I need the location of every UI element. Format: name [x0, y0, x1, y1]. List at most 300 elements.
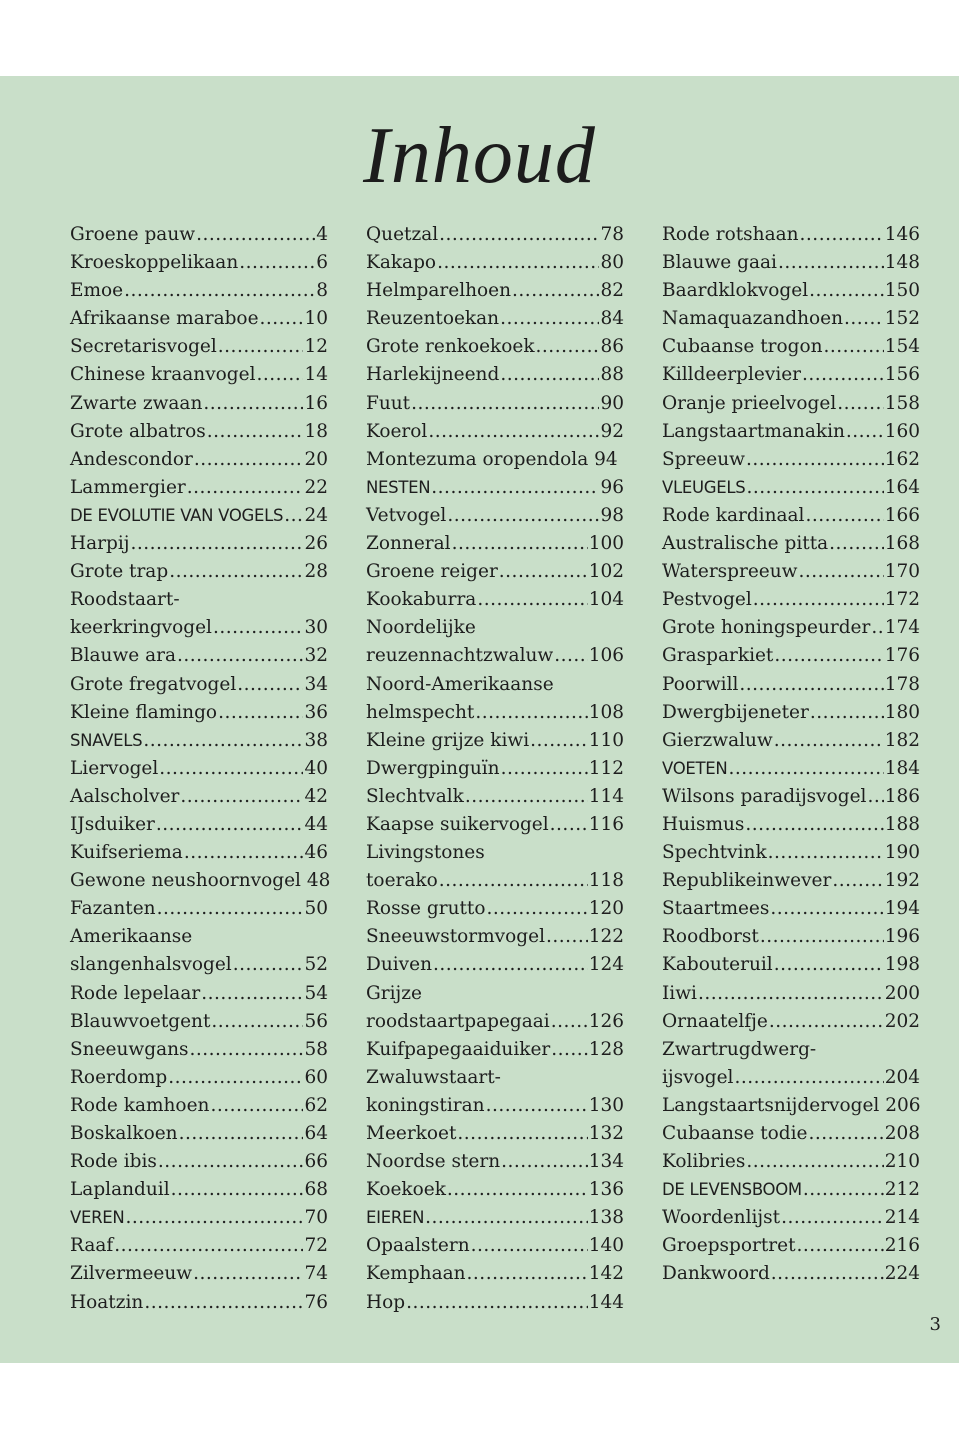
toc-entry	[662, 333, 920, 361]
toc-entry	[366, 699, 624, 727]
dot-leader	[168, 1064, 303, 1092]
dot-leader	[746, 446, 884, 474]
dot-leader	[218, 333, 304, 361]
toc-entry	[366, 1260, 624, 1288]
toc-entry-page: 38	[304, 729, 328, 751]
dot-leader	[475, 699, 587, 727]
dot-leader	[774, 727, 884, 755]
dot-leader	[500, 305, 599, 333]
toc-entry	[366, 277, 624, 305]
dot-leader	[867, 783, 883, 811]
dot-leader	[406, 1289, 588, 1317]
toc-entry-title: Rode kardinaal	[662, 504, 805, 526]
toc-entry	[662, 418, 920, 446]
toc-entry-page: 216	[884, 1235, 920, 1257]
dot-leader	[536, 333, 600, 361]
toc-entry-page: 102	[588, 561, 624, 583]
dot-leader	[193, 1260, 303, 1288]
toc-entry	[366, 1232, 624, 1260]
toc-entry	[662, 895, 920, 923]
dot-leader	[201, 980, 303, 1008]
toc-entry-page: 32	[304, 645, 328, 667]
toc-entry-page: 168	[884, 533, 920, 555]
toc-entry	[70, 755, 328, 783]
toc-entry-title: Groepsportret	[662, 1235, 796, 1257]
toc-entry	[70, 642, 328, 670]
dot-leader	[211, 1008, 303, 1036]
toc-entry-page: 22	[304, 476, 328, 498]
toc-entry	[662, 1008, 920, 1036]
toc-entry-page: 144	[588, 1291, 624, 1313]
toc-entry	[366, 923, 624, 951]
toc-entry-title: Republikeinwever	[662, 870, 832, 892]
toc-entry	[662, 1036, 920, 1064]
toc-entry	[70, 980, 328, 1008]
toc-entry-title: VEREN	[70, 1208, 125, 1228]
toc-entry-page: 198	[884, 954, 920, 976]
toc-entry-title: Kaapse suikervogel	[366, 813, 549, 835]
dot-leader	[753, 586, 884, 614]
toc-entry-page: 54	[304, 982, 328, 1004]
toc-entry-page: 162	[884, 448, 920, 470]
toc-entry-page: 156	[884, 364, 920, 386]
dot-leader	[486, 1092, 588, 1120]
toc-entry-page: 126	[588, 1010, 624, 1032]
toc-entry-page: 66	[304, 1151, 328, 1173]
toc-entry	[366, 558, 624, 586]
dot-leader	[156, 811, 304, 839]
toc-entry	[70, 221, 328, 249]
toc-entry-page: 44	[304, 813, 328, 835]
toc-entry-title: Rode kamhoen	[70, 1094, 210, 1116]
toc-entry-page: 164	[884, 476, 920, 498]
toc-entry	[70, 474, 328, 502]
dot-leader	[499, 558, 588, 586]
toc-entry	[662, 249, 920, 277]
page-number: 3	[929, 1314, 941, 1335]
toc-entry-title: Zonneral	[366, 533, 451, 555]
page-title: Inhoud	[363, 112, 596, 200]
dot-leader	[769, 1008, 884, 1036]
toc-entry-page: 208	[884, 1123, 920, 1144]
toc-entry	[70, 1064, 328, 1092]
toc-entry	[70, 586, 328, 614]
dot-leader	[781, 1204, 884, 1232]
toc-entry	[70, 390, 328, 418]
toc-entry-page: 28	[304, 561, 328, 583]
toc-entry-title: Blauwe gaai	[662, 252, 777, 274]
toc-entry-title: Spechtvink	[662, 842, 767, 864]
dot-leader	[501, 1148, 588, 1176]
toc-entry-title: Zilvermeeuw	[70, 1263, 193, 1285]
toc-entry-title: Opaalstern	[366, 1235, 470, 1257]
toc-entry-title: Reuzentoekan	[366, 308, 500, 330]
toc-entry	[70, 923, 328, 951]
toc-entry	[662, 614, 920, 642]
toc-entry	[662, 221, 920, 249]
toc-entry-title: Grote honingspeurder	[662, 617, 871, 639]
toc-entry	[662, 867, 920, 895]
dot-leader	[157, 895, 304, 923]
toc-entry-title: Afrikaanse maraboe	[70, 308, 259, 330]
toc-entry-title: Koekoek	[366, 1179, 446, 1201]
toc-entry	[70, 530, 328, 558]
toc-entry	[70, 446, 328, 474]
toc-entry-title: IJsduiker	[70, 813, 155, 835]
toc-entry-page: 206	[885, 1094, 921, 1116]
toc-entry-title: Groene pauw	[70, 224, 196, 245]
dot-leader	[171, 1176, 304, 1204]
toc-entry	[70, 951, 328, 979]
dot-leader	[237, 671, 303, 699]
toc-entry-title: Staartmees	[662, 898, 770, 920]
toc-entry	[366, 1204, 624, 1232]
toc-entry-title: Chinese kraanvogel	[70, 364, 256, 386]
toc-entry	[366, 1120, 624, 1148]
toc-entry-page: 74	[304, 1263, 328, 1285]
toc-entry-title: Zwaluwstaart-	[366, 1066, 501, 1088]
toc-entry	[366, 474, 624, 502]
toc-entry-title: Kleine grijze kiwi	[366, 729, 530, 751]
toc-entry-title: Kuifpapegaaiduiker	[366, 1038, 551, 1060]
toc-entry-page: 176	[884, 645, 920, 667]
toc-entry	[366, 755, 624, 783]
toc-entry-page: 80	[600, 252, 624, 274]
toc-entry-title: Kroeskoppelikaan	[70, 252, 239, 274]
toc-entry	[662, 1176, 920, 1204]
toc-entry-page: 190	[884, 842, 920, 864]
dot-leader	[194, 446, 304, 474]
toc-entry-page: 26	[304, 533, 328, 555]
toc-entry-page: 16	[304, 392, 328, 414]
dot-leader	[180, 783, 303, 811]
dot-leader	[802, 361, 884, 389]
dot-leader	[739, 671, 883, 699]
dot-leader	[425, 1204, 588, 1232]
toc-entry-page: 178	[884, 673, 920, 695]
dot-leader	[411, 390, 599, 418]
toc-entry-title: Andescondor	[70, 448, 193, 470]
toc-entry-page: 172	[884, 589, 920, 611]
toc-entry	[366, 586, 624, 614]
toc-entry-page: 188	[884, 813, 920, 835]
toc-entry-page: 132	[588, 1123, 624, 1144]
toc-entry-page: 72	[304, 1235, 328, 1257]
toc-entry-page: 6	[316, 252, 328, 274]
dot-leader	[218, 699, 303, 727]
toc-entry-title: Amerikaanse	[70, 926, 193, 948]
toc-entry-title: Woordenlijst	[662, 1207, 781, 1229]
toc-entry	[366, 895, 624, 923]
dot-leader	[530, 727, 588, 755]
toc-entry	[366, 530, 624, 558]
dot-leader	[554, 642, 587, 670]
toc-entry-page: 138	[588, 1207, 624, 1229]
toc-entry	[366, 502, 624, 530]
dot-leader	[770, 895, 883, 923]
toc-entry-title: Blauwe ara	[70, 645, 177, 667]
toc-entry-page: 36	[304, 701, 328, 723]
toc-entry-title: Kleine flamingo	[70, 701, 218, 723]
toc-entry-title: Dwergpinguïn	[366, 757, 500, 779]
dot-leader	[187, 474, 304, 502]
toc-entry-page: 116	[588, 813, 624, 835]
toc-entry-page: 60	[304, 1066, 328, 1088]
dot-leader	[431, 474, 599, 502]
dot-leader	[768, 839, 884, 867]
dot-leader	[260, 305, 304, 333]
toc-entry-title: Meerkoet	[366, 1123, 457, 1144]
toc-entry-title: Hop	[366, 1291, 406, 1313]
dot-leader	[846, 418, 884, 446]
toc-entry	[662, 980, 920, 1008]
dot-leader	[760, 923, 884, 951]
toc-entry	[366, 390, 624, 418]
toc-entry	[366, 642, 624, 670]
toc-entry	[70, 839, 328, 867]
toc-entry	[70, 614, 328, 642]
toc-entry-title: Australische pitta	[662, 533, 829, 555]
toc-entry-title: Dwergbijeneter	[662, 701, 809, 723]
toc-entry-page: 210	[884, 1151, 920, 1173]
toc-entry-page: 78	[600, 224, 624, 245]
toc-entry-page: 166	[884, 504, 920, 526]
toc-entry-title: Grasparkiet	[662, 645, 774, 667]
toc-entry-page: 158	[884, 392, 920, 414]
toc-entry	[70, 811, 328, 839]
dot-leader	[774, 642, 883, 670]
dot-leader	[437, 249, 599, 277]
toc-entry-title: Fuut	[366, 392, 411, 414]
toc-entry-title: Hoatzin	[70, 1291, 144, 1313]
toc-entry-title: Kookaburra	[366, 589, 477, 611]
toc-entry	[366, 811, 624, 839]
toc-entry	[366, 418, 624, 446]
dot-leader	[824, 333, 884, 361]
toc-entry-title: Blauwvoetgent	[70, 1010, 211, 1032]
toc-entry	[662, 783, 920, 811]
toc-entry	[70, 1260, 328, 1288]
toc-entry-title: ijsvogel	[662, 1066, 734, 1088]
toc-entry	[70, 699, 328, 727]
toc-entry-page: 136	[588, 1179, 624, 1201]
dot-leader	[871, 614, 883, 642]
toc-entry-title: DE EVOLUTIE VAN VOGELS	[70, 505, 284, 525]
toc-entry-page: 46	[304, 842, 328, 864]
toc-entry-title: reuzennachtzwaluw	[366, 645, 554, 667]
dot-leader	[447, 502, 599, 530]
toc-entry	[70, 502, 328, 530]
toc-entry-page: 68	[304, 1179, 328, 1201]
toc-entry-page: 90	[600, 392, 624, 414]
toc-entry-title: Iiwi	[662, 982, 697, 1004]
toc-entry	[70, 305, 328, 333]
dot-leader	[428, 418, 599, 446]
toc-entry-title: Roodborst	[662, 926, 759, 948]
dot-leader	[143, 727, 303, 755]
dot-leader	[184, 839, 304, 867]
dot-leader	[774, 951, 884, 979]
toc-entry-page: 20	[304, 448, 328, 470]
toc-entry-title: Roodstaart-	[70, 589, 180, 611]
dot-leader	[734, 1064, 883, 1092]
toc-entry-page: 98	[600, 504, 624, 526]
toc-entry-title: Cubaanse todie	[662, 1123, 808, 1144]
toc-entry	[366, 727, 624, 755]
dot-leader	[844, 305, 884, 333]
toc-entry-title: Noordelijke	[366, 617, 476, 639]
toc-entry-page: 146	[884, 224, 920, 245]
dot-leader	[803, 1176, 884, 1204]
toc-entry-title: Killdeerplevier	[662, 364, 802, 386]
dot-leader	[746, 1148, 883, 1176]
toc-entry	[366, 1008, 624, 1036]
toc-entry-title: Secretarisvogel	[70, 336, 217, 358]
dot-leader	[832, 867, 883, 895]
toc-entry-title: SNAVELS	[70, 730, 143, 750]
toc-entry-page: 170	[884, 561, 920, 583]
dot-leader	[439, 221, 599, 249]
dot-leader	[124, 277, 315, 305]
toc-entry	[662, 727, 920, 755]
toc-entry	[662, 755, 920, 783]
toc-entry-page: 212	[884, 1179, 920, 1201]
toc-entry-title: Slechtvalk	[366, 785, 464, 807]
dot-leader	[179, 1120, 304, 1148]
toc-entry-page: 154	[884, 336, 920, 358]
toc-entry-title: Noord-Amerikaanse	[366, 673, 554, 695]
toc-entry	[662, 1260, 920, 1288]
dot-leader	[728, 755, 883, 783]
toc-entry	[366, 839, 624, 867]
dot-leader	[196, 221, 315, 249]
contents-page	[0, 76, 959, 1363]
dot-leader	[213, 614, 303, 642]
toc-entry-page: 192	[884, 870, 920, 892]
toc-entry	[70, 277, 328, 305]
toc-entry-page: 120	[588, 898, 624, 920]
dot-leader	[698, 980, 884, 1008]
dot-leader	[800, 221, 884, 249]
toc-entry	[662, 811, 920, 839]
toc-entry-title: Laplanduil	[70, 1179, 170, 1201]
toc-entry-title: Spreeuw	[662, 448, 746, 470]
toc-entry	[662, 390, 920, 418]
toc-entry-title: Rode rotshaan	[662, 224, 799, 245]
toc-entry-title: Harpij	[70, 533, 130, 555]
toc-entry-title: VOETEN	[662, 758, 728, 778]
toc-entry-title: Noordse stern	[366, 1151, 501, 1173]
toc-entry	[70, 727, 328, 755]
toc-entry-title: Wilsons paradijsvogel	[662, 785, 867, 807]
toc-entry-title: Rosse grutto	[366, 898, 486, 920]
toc-entry-title: EIEREN	[366, 1208, 425, 1228]
toc-column-1	[70, 221, 331, 1317]
dot-leader	[745, 811, 883, 839]
toc-entry	[70, 1036, 328, 1064]
toc-entry-page: 56	[304, 1010, 328, 1032]
toc-entry-page: 204	[884, 1066, 920, 1088]
dot-leader	[477, 586, 587, 614]
toc-entry-title: Kakapo	[366, 252, 437, 274]
toc-entry	[366, 446, 624, 474]
toc-entry-title: Kabouteruil	[662, 954, 773, 976]
toc-entry-title: Livingstones	[366, 842, 485, 864]
toc-entry-page: 48	[306, 870, 331, 892]
toc-entry-title: Baardklokvogel	[662, 280, 809, 302]
toc-entry	[70, 783, 328, 811]
toc-entry	[366, 980, 624, 1008]
dot-leader	[467, 1260, 588, 1288]
toc-entry-title: Dankwoord	[662, 1263, 770, 1285]
dot-leader	[125, 1204, 303, 1232]
toc-entry-page: 130	[588, 1094, 624, 1116]
toc-entry-title: Montezuma oropendola	[366, 448, 589, 470]
toc-entry-title: keerkringvogel	[70, 617, 212, 639]
dot-leader	[114, 1232, 303, 1260]
toc-entry	[70, 1092, 328, 1120]
toc-entry-page: 92	[600, 420, 624, 442]
toc-entry-page: 64	[304, 1123, 328, 1144]
toc-entry-page: 194	[884, 898, 920, 920]
toc-entry-page: 184	[884, 757, 920, 779]
toc-entry-title: NESTEN	[366, 477, 431, 497]
toc-entry-page: 24	[304, 504, 328, 526]
toc-entry-title: koningstiran	[366, 1094, 485, 1116]
dot-leader	[501, 755, 588, 783]
dot-leader	[471, 1232, 588, 1260]
toc-entry	[70, 558, 328, 586]
toc-entry	[366, 221, 624, 249]
toc-entry-title: Zwarte zwaan	[70, 392, 203, 414]
dot-leader	[465, 783, 588, 811]
toc-entry-page: 124	[588, 954, 624, 976]
toc-entry-title: Kolibries	[662, 1151, 746, 1173]
toc-entry	[366, 614, 624, 642]
toc-entry-page: 224	[884, 1263, 920, 1285]
toc-entry-title: Kemphaan	[366, 1263, 466, 1285]
dot-leader	[452, 530, 588, 558]
toc-entry-title: Koerol	[366, 420, 428, 442]
dot-leader	[190, 1036, 304, 1064]
dot-leader	[144, 1289, 303, 1317]
toc-entry-page: 70	[304, 1207, 328, 1229]
toc-entry-page: 182	[884, 729, 920, 751]
toc-entry-title: Raaf	[70, 1235, 114, 1257]
toc-entry	[70, 418, 328, 446]
toc-entry	[366, 305, 624, 333]
toc-entry-title: Ornaatelfje	[662, 1010, 768, 1032]
toc-entry-page: 10	[304, 308, 328, 330]
toc-entry-page: 196	[884, 926, 920, 948]
toc-entry	[662, 1120, 920, 1148]
toc-entry-title: Grote trap	[70, 561, 169, 583]
toc-entry	[70, 1204, 328, 1232]
toc-entry-page: 180	[884, 701, 920, 723]
toc-entry	[70, 1148, 328, 1176]
toc-entry	[662, 502, 920, 530]
toc-entry	[366, 249, 624, 277]
toc-entry-title: Aalscholver	[70, 785, 180, 807]
toc-entry-title: Boskalkoen	[70, 1123, 178, 1144]
toc-entry	[70, 333, 328, 361]
toc-entry	[70, 671, 328, 699]
toc-entry-title: Poorwill	[662, 673, 739, 695]
toc-entry-title: Rode ibis	[70, 1151, 157, 1173]
toc-entry-title: Gierzwaluw	[662, 729, 773, 751]
dot-leader	[809, 277, 884, 305]
toc-entry-page: 52	[304, 954, 328, 976]
